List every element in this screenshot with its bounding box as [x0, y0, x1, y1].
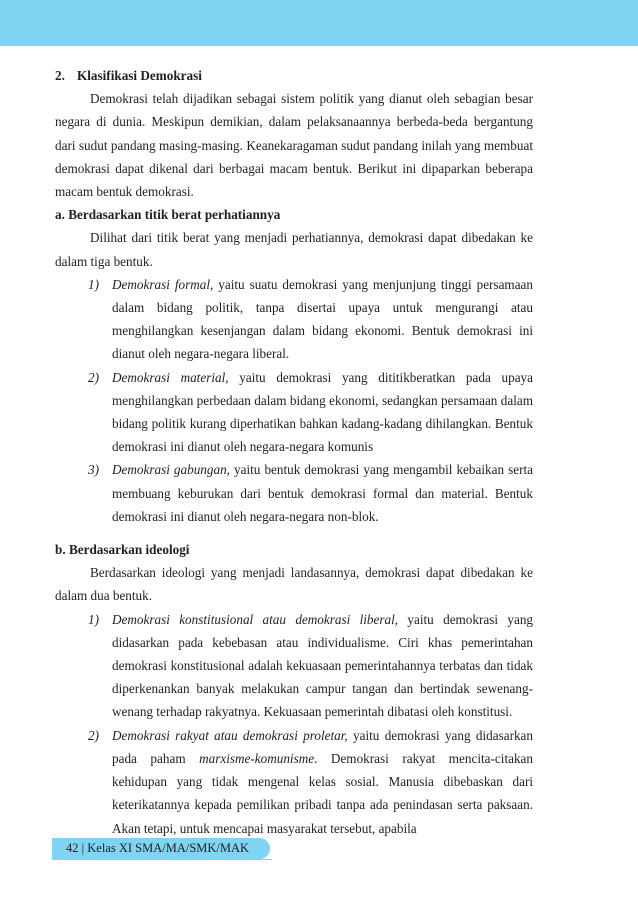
subsection-a-intro: Dilihat dari titik berat yang menjadi perhatiannya, demokrasi dapat dibedakan ke dalam tiga bentuk. [55, 230, 533, 269]
list-item: 1) Demokrasi formal, yaitu suatu demokrasi yang menjunjung tinggi persamaan dalam bidang politik, tanpa disertai upaya untuk mengurangi atau menghilangkan kesenjangan dalam bidang ekonomi. Bentuk demokrasi ini dianut oleh negara-negara liberal. [88, 276, 533, 362]
section-intro: Demokrasi telah dijadikan sebagai sistem politik yang dianut oleh sebagian besar negara di dunia. Meskipun demikian, dalam pelaksanaannya berbeda-beda bergantung dari sudut pandang masing-masing. Keanekaragaman sudut pandang inilah yang membuat demokrasi dapat dikenal dari berbagai macam bentuk. Berikut ini dipaparkan beberapa macam bentuk demokrasi. [55, 91, 533, 200]
subsection-a-heading: a. Berdasarkan titik berat perhatiannya [55, 207, 281, 223]
page-content [55, 64, 533, 840]
header-bar [0, 0, 638, 46]
footer-divider [52, 859, 272, 860]
page-footer: 42 | Kelas XI SMA/MA/SMK/MAK [52, 838, 270, 859]
list-item: 2) Demokrasi material, yaitu demokrasi yang dititikberatkan pada upaya menghilangkan perbedaan dalam bidang ekonomi, sedangkan persamaan dalam bidang politik kurang diperhatikan bahkan kadang-kadang dihilangkan. Bentuk demokrasi ini dianut oleh negara-negara komunis [88, 369, 533, 455]
subsection-b-heading: b. Berdasarkan ideologi [55, 542, 190, 558]
subsection-b-list [55, 608, 533, 840]
subsection-a-list [55, 273, 533, 528]
section-heading: 2. Klasifikasi Demokrasi [55, 68, 202, 83]
list-item: 3) Demokrasi gabungan, yaitu bentuk demokrasi yang mengambil kebaikan serta membuang keburukan dari bentuk demokrasi formal dan material. Bentuk demokrasi ini dianut oleh negara-negara non-blok. [88, 462, 534, 524]
list-item: 2) Demokrasi rakyat atau demokrasi proletar, yaitu demokrasi yang didasarkan pada paham marxisme-komunisme. Demokrasi rakyat mencita-citakan kehidupan yang tidak mengenal kelas sosial. Manusia dibebaskan dari keterikatannya kepada pemilikan pribadi tanpa ada penindasan serta paksaan. Akan tetapi, untuk mencapai masyarakat tersebut, apabila [88, 727, 534, 836]
list-item: 1) Demokrasi konstitusional atau demokrasi liberal, yaitu demokrasi yang didasarkan pada kebebasan atau individualisme. Ciri khas pemerintahan demokrasi konstitusional adalah kekuasaan pemerintahannya terbatas dan tidak diperkenankan banyak melakukan campur tangan dan bertindak sewenang-wenang terhadap rakyatnya. Kekuasaan pemerintah dibatasi oleh konstitusi. [88, 611, 534, 720]
subsection-b-intro: Berdasarkan ideologi yang menjadi landasannya, demokrasi dapat dibedakan ke dalam dua bentuk. [55, 565, 533, 604]
